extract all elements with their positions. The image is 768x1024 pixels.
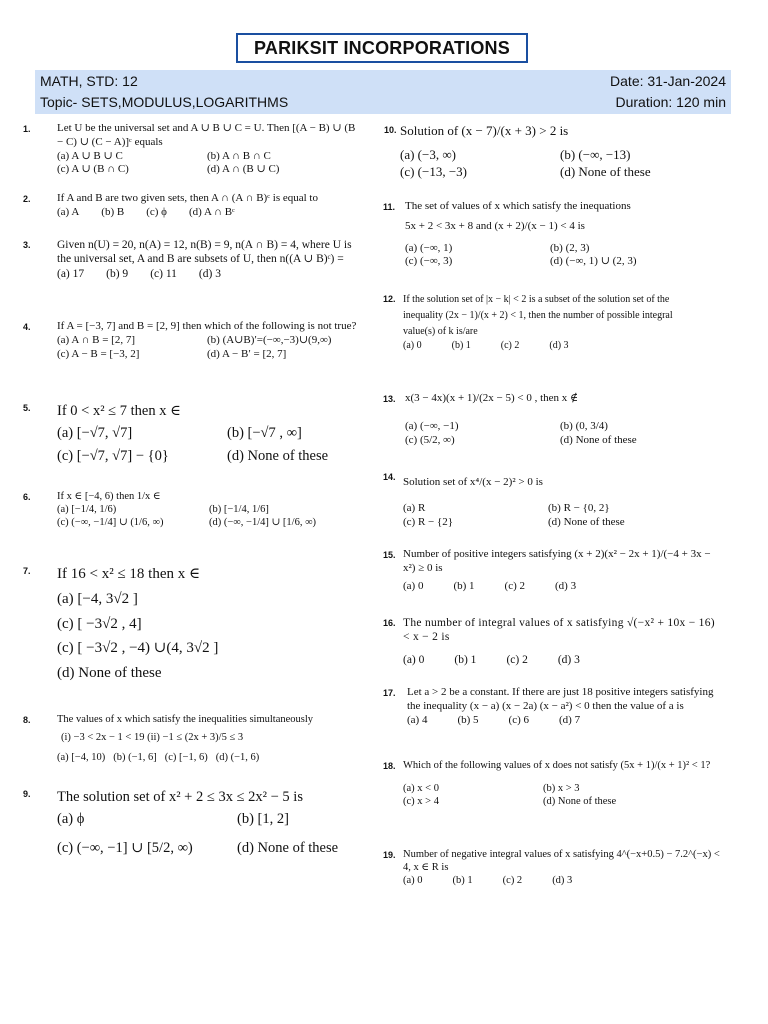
duration-label: Duration: 120 min xyxy=(615,94,726,110)
question-number: 2. xyxy=(23,194,31,204)
option: (a) A ∪ B ∪ C xyxy=(57,149,123,162)
option: (b) A ∩ B ∩ C xyxy=(207,149,271,162)
question-stem: If A = [−3, 7] and B = [2, 9] then which of the following is not true? xyxy=(57,320,357,332)
option: (b) (−∞, −13) xyxy=(560,147,631,163)
option: (d) 3 xyxy=(549,340,569,351)
page-title: PARIKSIT INCORPORATIONS xyxy=(254,37,510,58)
option: (d) None of these xyxy=(57,665,162,681)
option: (c) (5/2, ∞) xyxy=(405,433,455,446)
question-number: 4. xyxy=(23,322,31,332)
question-number: 5. xyxy=(23,403,31,413)
option: (c) [ −3√2 , 4] xyxy=(57,615,142,632)
question-stem: Number of positive integers satisfying (x + 2)(x² − 2x + 1)/(−4 + 3x − x²) ≥ 0 is xyxy=(403,548,711,574)
question-number: 19. xyxy=(383,850,396,860)
option: (c) x > 4 xyxy=(403,796,439,808)
subject-label: MATH, STD: 12 xyxy=(40,73,138,89)
question-13 xyxy=(383,392,725,447)
question-stem: If 16 < x² ≤ 18 then x ∈ xyxy=(57,566,201,582)
question-stem: Let a > 2 be a constant. If there are just 18 positive integers satisfying the inequality (x − a) (x − 2a) (x − a²) < 0 then the value of a is xyxy=(407,686,714,712)
question-sub: (i) −3 < 2x − 1 < 19 (ii) −1 ≤ (2x + 3)/5 ≤ 3 xyxy=(61,731,244,743)
option: (d) 3 xyxy=(552,875,573,887)
question-number: 10. xyxy=(384,125,397,135)
question-number: 15. xyxy=(383,550,396,560)
option: (c) [−1, 6) xyxy=(164,751,208,763)
date-label: Date: 31-Jan-2024 xyxy=(610,73,726,89)
option: (d) None of these xyxy=(560,163,651,179)
option: (d) None of these xyxy=(237,839,339,856)
question-stem: Given n(U) = 20, n(A) = 12, n(B) = 9, n(A ∩ B) = 4, where U is the universal set, A and B are subsets of U, then n((A ∪ B)ᶜ) = xyxy=(57,239,352,266)
question-2 xyxy=(23,192,357,220)
option: (c) A − B = [−3, 2] xyxy=(57,347,140,360)
question-17 xyxy=(383,686,727,727)
option: (a) A xyxy=(57,205,80,218)
question-stem: If x ∈ [−4, 6) then 1/x ∈ xyxy=(57,491,161,502)
option: (d) (−∞, −1/4] ∪ [1/6, ∞) xyxy=(209,517,317,529)
question-number: 17. xyxy=(383,688,396,698)
question-number: 18. xyxy=(383,761,396,771)
question-sub: 5x + 2 < 3x + 8 and (x + 2)/(x − 1) < 4 is xyxy=(405,219,585,232)
option: (c) 2 xyxy=(504,579,526,592)
option: (d) A − B′ = [2, 7] xyxy=(207,347,287,360)
option: (a) [−4, 3√2 ] xyxy=(57,590,138,607)
question-stem: Number of negative integral values of x satisfying 4^(−x+0.5) − 7.2^(−x) < 4, x ∈ R is xyxy=(403,849,720,874)
option: (b) R − {0, 2} xyxy=(548,501,610,514)
question-stem: If A and B are two given sets, then A ∩ (A ∩ B)ᶜ is equal to xyxy=(57,192,318,204)
question-14 xyxy=(383,472,723,529)
question-15 xyxy=(383,548,723,593)
option: (a) 0 xyxy=(403,340,422,351)
question-stem: If 0 < x² ≤ 7 then x ∈ xyxy=(57,403,181,419)
option: (c) 2 xyxy=(506,653,528,666)
option: (d) A ∩ Bᶜ xyxy=(188,205,235,218)
option: (d) None of these xyxy=(543,796,617,808)
question-7 xyxy=(23,562,357,686)
option: (a) x < 0 xyxy=(403,783,439,795)
option: (c) (−∞, −1] ∪ [5/2, ∞) xyxy=(57,839,193,856)
option: (a) 0 xyxy=(403,653,425,666)
question-number: 1. xyxy=(23,124,31,134)
question-1 xyxy=(23,122,357,177)
option: (c) (−∞, −1/4] ∪ (1/6, ∞) xyxy=(57,517,164,529)
option: (b) x > 3 xyxy=(543,783,580,795)
option: (c) A ∪ (B ∩ C) xyxy=(57,163,129,176)
question-stem: Which of the following values of x does not satisfy (5x + 1)/(x + 1)² < 1? xyxy=(403,760,711,771)
option: (b) B xyxy=(101,205,125,218)
question-number: 8. xyxy=(23,715,31,725)
option: (c) (−13, −3) xyxy=(400,163,467,179)
option: (a) [−4, 10) xyxy=(57,751,106,763)
question-9 xyxy=(23,786,367,859)
option: (b) [1, 2] xyxy=(237,811,289,828)
option: (b) (0, 3/4) xyxy=(560,419,608,432)
question-6 xyxy=(23,490,367,529)
option: (a) 0 xyxy=(403,579,424,592)
option: (c) [−√7, √7] − {0} xyxy=(57,447,169,464)
option: (b) 1 xyxy=(453,579,475,592)
option: (c) 2 xyxy=(500,340,520,351)
option: (d) 3 xyxy=(198,267,221,280)
topic-label: Topic- SETS,MODULUS,LOGARITHMS xyxy=(40,94,289,110)
option: (b) [−1/4, 1/6] xyxy=(209,504,269,516)
option: (a) (−3, ∞) xyxy=(400,147,456,163)
option: (a) 4 xyxy=(407,713,428,726)
question-5 xyxy=(23,400,357,467)
option: (d) 3 xyxy=(557,653,580,666)
option: (a) A ∩ B = [2, 7] xyxy=(57,333,135,346)
option: (c) 2 xyxy=(502,875,523,887)
option: (b) 9 xyxy=(106,267,129,280)
question-8 xyxy=(23,712,357,765)
question-10 xyxy=(384,123,730,180)
option: (a) 17 xyxy=(57,267,85,280)
question-stem: Let U be the universal set and A ∪ B ∪ C = U. Then [(A − B) ∪ (B − C) ∪ (C − A)]ᶜ equals xyxy=(57,122,356,148)
option: (d) 3 xyxy=(555,579,577,592)
option: (c) ϕ xyxy=(146,205,167,218)
question-3 xyxy=(23,238,357,281)
question-number: 7. xyxy=(23,566,31,576)
question-number: 3. xyxy=(23,240,31,250)
option: (c) (−∞, 3) xyxy=(405,255,453,268)
option: (a) ϕ xyxy=(57,811,85,828)
option: (b) 1 xyxy=(454,653,477,666)
question-stem: The set of values of x which satisfy the inequations xyxy=(405,200,631,212)
question-number: 12. xyxy=(383,294,396,304)
option: (b) (A∪B)′=(−∞,−3)∪(9,∞) xyxy=(207,333,332,346)
question-11 xyxy=(383,200,725,269)
question-4 xyxy=(23,320,357,361)
option: (a) R xyxy=(403,501,426,514)
title-box xyxy=(236,33,528,63)
option: (d) None of these xyxy=(227,447,329,464)
question-stem: The values of x which satisfy the inequalities simultaneously xyxy=(57,714,314,725)
option: (a) (−∞, −1) xyxy=(405,419,459,432)
question-18 xyxy=(383,759,723,808)
option: (a) [−√7, √7] xyxy=(57,425,133,442)
option: (c) [ −3√2 , −4) ∪(4, 3√2 ] xyxy=(57,640,219,657)
option: (d) 7 xyxy=(559,713,581,726)
option: (d) None of these xyxy=(560,433,637,446)
question-number: 16. xyxy=(383,618,396,628)
option: (d) (−∞, 1) ∪ (2, 3) xyxy=(550,255,637,268)
header-band xyxy=(35,70,731,114)
question-19 xyxy=(383,848,723,887)
option: (b) (−1, 6] xyxy=(113,751,157,763)
option: (d) (−1, 6) xyxy=(215,751,260,763)
question-stem: The solution set of x² + 2 ≤ 3x ≤ 2x² − 5 is xyxy=(57,789,303,805)
option: (b) 5 xyxy=(457,713,479,726)
question-number: 13. xyxy=(383,394,396,404)
question-number: 11. xyxy=(383,202,396,212)
question-stem: The number of integral values of x satisfying √(−x² + 10x − 16) < x − 2 is xyxy=(403,617,715,644)
option: (b) [−√7 , ∞] xyxy=(227,425,302,442)
option: (d) A ∩ (B ∪ C) xyxy=(207,163,280,176)
question-stem: Solution set of x⁴/(x − 2)² > 0 is xyxy=(403,476,543,488)
question-number: 14. xyxy=(383,472,396,482)
option: (b) 1 xyxy=(452,875,473,887)
option: (c) R − {2} xyxy=(403,515,454,528)
question-12 xyxy=(383,292,703,353)
option: (b) 1 xyxy=(451,340,471,351)
question-number: 6. xyxy=(23,492,31,502)
option: (b) (2, 3) xyxy=(550,241,590,254)
option: (a) 0 xyxy=(403,875,423,887)
option: (a) (−∞, 1) xyxy=(405,241,453,254)
question-16 xyxy=(383,616,723,667)
question-number: 9. xyxy=(23,789,31,799)
option: (c) 6 xyxy=(508,713,530,726)
option: (d) None of these xyxy=(548,515,625,528)
question-stem: If the solution set of |x − k| < 2 is a subset of the solution set of the inequality (2x − 1)/(x + 2) < 1, then the number of possible integral value(s) of k is/are xyxy=(403,294,673,337)
question-stem: x(3 − 4x)(x + 1)/(2x − 5) < 0 , then x ∉ xyxy=(405,392,579,404)
option: (c) 11 xyxy=(150,267,177,280)
option: (a) [−1/4, 1/6) xyxy=(57,504,117,516)
question-stem: Solution of (x − 7)/(x + 3) > 2 is xyxy=(400,123,569,138)
